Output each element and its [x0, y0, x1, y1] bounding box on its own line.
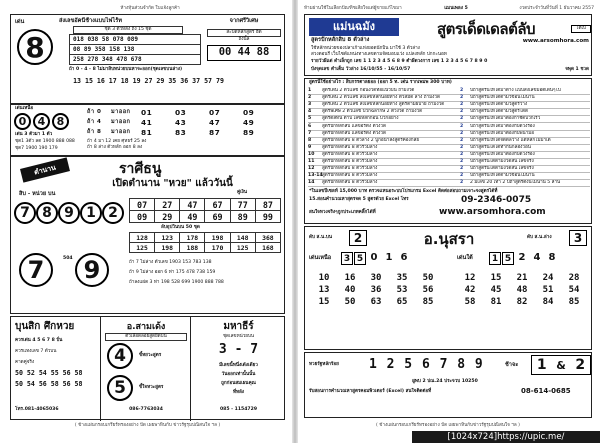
right-bottom-block	[304, 352, 592, 418]
ribbon: ตำนาน	[20, 157, 70, 182]
arrow-rows	[129, 258, 284, 288]
row-a-line: 018 038 58 078 089	[69, 34, 201, 45]
grid-cell: 28	[568, 273, 580, 283]
nusara-title: อ.นุสรา	[423, 230, 475, 248]
nusara-left-grid	[311, 272, 443, 308]
formula-row: 14 สูตรปักหลักสิบ 8 ตัวรวมล่าง 2 2 มีเลข 20 เท่า 2 ปีถ้าสูตรดังนี้ไม่นาน 5 ล้าน	[308, 180, 590, 187]
formula-row: 5 สูตรตีลัทน์ ตำบ เลขหลักก่อน บวกอย่าง 2 ปีถ้าสูตรนี้ให้ได้มาต้องกำชัดบวกเร็ว	[308, 116, 590, 123]
grid-cell: 42	[464, 285, 476, 295]
formula-row: 11 สูตรปักหลักสิบ 8 ตัวรวมล่าง 2 ปีถ้าสูตรนี้ได้ตามงวดสิ้น เลขจริง	[308, 159, 590, 166]
logo-text: แม่นฉมัง	[309, 18, 399, 36]
formula-block	[304, 78, 592, 224]
formula-row: 8 สูตรปักหลักสิบ 8 ตัวล่าง 2 บูกอนำลังสูตรค่องกลัย 2 ปีถ้าสูตรนี้ให้ได้จิตตลว่าง แต่หลักไม่มาเต	[308, 138, 590, 145]
consult-line: รับสอนการคำนวณหาสูตรคอมพิวเตอร์ (Excel) สนใจติดต่อที่	[309, 389, 432, 394]
grid-cell: 63	[370, 297, 382, 307]
jakr-sub: สะบดหลักสูตร ฮิต	[207, 29, 281, 37]
sub-right-label: เด่นใต้	[457, 255, 473, 261]
left-header: ห้างหุ้นส่วนจำกัด ใบแจ้งลูกค้า	[120, 6, 180, 11]
web-line: สนใจหวงจริงๆกูกประเภทคลิ๊กได้ที่	[309, 210, 376, 215]
col2-sub3: ขี้ใจหวะสูตร	[139, 385, 164, 390]
grid-cell: 50	[422, 273, 434, 283]
big-nine-circle: 9	[75, 253, 109, 287]
grid-cell: 12	[464, 273, 476, 283]
pair-box: 1 & 2	[531, 355, 591, 375]
sub-left-label: เด่นเหนือ	[309, 255, 332, 261]
rasi-circle: 9	[58, 202, 80, 224]
consult-phone: 08-614-0685	[521, 387, 571, 395]
col-bunsik	[11, 317, 101, 421]
formula-row: 1 สูตรเด่น 2 ตัวแลข้ ก่อนงวดทื้อแน้วบน ถ้ามีงวด 2 ปีถ้าสูตรนี้ให้ได้มาต่าง แบบส่งเลขมอต์เด่นๆโป	[308, 88, 590, 95]
grid-cell: 15	[318, 297, 330, 307]
mid-line: ถ้า 0 มาออก 01 03 07 09	[87, 107, 255, 117]
grid-cell: 16	[344, 273, 356, 283]
arrow-row: ถ้า 9 ไม่ล่าง ออก 6 ท่า 175 478 738 159	[129, 270, 216, 275]
phone-big: 09-2346-0075	[461, 195, 532, 205]
grid-cell: 58	[464, 297, 476, 307]
right-header-right: งวดประจำวันที่วันที่ 1 ธันวาคม 2557	[519, 6, 594, 11]
row-a-sub: ชุด 3 ตัวหลัง ถึง 15 ชุด	[73, 26, 183, 34]
mid-lines	[87, 107, 282, 151]
rasi-banner: เปิดตำนาน "หวย" แล้ววันนี้	[112, 178, 233, 189]
right-box: 3	[569, 230, 587, 246]
excel-line: *ในเลขปีเซลท์ 15,000 บาท ตรวจแหนอระบบโปรแกรม Excel ติดต่อสอบถามเจาะจงสูตรได้ที่	[309, 189, 498, 194]
formula-row: 9 สูตรปักหลักสิบ 8 ตัวรวมล่าง 2 ปีถ้าสูตรนี้ได้ได้ทำกันกลอังวอน	[308, 145, 590, 152]
top-note: ถ้า 0 - 4 - 8 ไม่มาสิบหน่วยบนหาจะออก(ชุดเลขบนล่าง)	[69, 67, 183, 72]
bottom-digits: 1 2 5 6 7 8 9	[369, 357, 484, 372]
formula-row: 4 สูตรพิเศษ 2 ตัวแลข้ บวกฉลากษ 2 ตัวงวด ถ้ามีงวด 2 ปีถ้าสูตรนี้ให้ได้ตามว์สูตรไต่ต	[308, 109, 590, 116]
col2-sub2: ขี้หยวะสูตร	[139, 353, 162, 358]
col2-sub1: ตัวเลือดลอยสูตยึดบน	[105, 333, 187, 341]
grid-cell: 53	[396, 285, 408, 295]
grid-cell: 48	[516, 285, 528, 295]
stat-line-2: บังจุดเลข ตำเต็ม วัวล่าง 16/10/55 - 16/10/57	[311, 67, 411, 72]
mid-extra-line: ชุด1 3ตัว ลต 1900 888 088	[15, 139, 75, 144]
left-footer: ( ข้างแผ่นกรอบเกรียร์ทรองอย่าง ปัด เผยพาหินกับ ข่าวรัฐรุมปณิสนใจ ฯล )	[74, 423, 221, 428]
grid-cell: 15	[490, 273, 502, 283]
rasi-subhead: สิบ - หน่วย บน	[19, 191, 56, 197]
col3-phone: 085 - 1154729	[219, 407, 258, 412]
grid-row	[457, 284, 589, 296]
rasi-circle: 8	[36, 202, 58, 224]
grid-cell: 65	[396, 297, 408, 307]
grid2-label: ลับอุปวินบน 50 ชุด	[161, 225, 200, 230]
right-box-label: ดับ ส.น.ล่าง	[527, 235, 552, 240]
grid-cell: 85	[422, 297, 434, 307]
watermark-bar: [1024x724]https://upic.me/	[412, 431, 600, 443]
side-label: 504	[63, 256, 73, 261]
big-eight-circle: 8	[17, 29, 53, 65]
row-a-title: ส่งเลขอัคนีช้างแบบไฟไร้ท	[59, 18, 122, 24]
grid-cell: 50	[344, 297, 356, 307]
grid-cell: 30	[370, 273, 382, 283]
right-header-left: ห้ามผ่านใช้ในเลือกปัณฑิชเสียใจแต่ผู้ขายแก้ไขมา	[304, 6, 402, 11]
rasi-title: ราศีธนู	[119, 161, 162, 177]
mid-note: ถ้า 8 ล่าง ตัวหลัก ออก 8 ลง	[87, 145, 143, 150]
grid-cell: 24	[542, 273, 554, 283]
mid-line: ถ้า 4 มาออก 41 43 47 49	[87, 117, 255, 127]
col-samdeng	[101, 317, 191, 421]
title-block	[304, 14, 592, 76]
grid-row	[311, 284, 443, 296]
jakr-number: 00 44 88	[207, 45, 281, 61]
col2-digit-circle: 5	[107, 375, 133, 401]
formula-row: 12 สูตรปักหลักสิบ 8 ตัวรวมล่าง 2 ปีถ้าสูตรนี้ได้ตามงวดสิ้น เลขจริง	[308, 166, 590, 173]
grid-cell: 51	[542, 285, 554, 295]
top-block	[10, 14, 285, 104]
formula-rows	[308, 88, 590, 187]
big-seven-circle: 7	[19, 253, 53, 287]
grid-cell: 21	[516, 273, 528, 283]
formula-row: 2 สูตรเด่น 2 ตัวแลข้ ส่งเลขหลักนอยท่าง ตัวสมัด ล่าง ถ้ามีงวด 2 ปีถ้าสูตรนี้ให้ได้ตามว์ข้อนี้ไม่นาน	[308, 95, 590, 102]
formula-row: 6 สูตรปักหลักสิบ แลขอรีดัง ตัวงวด 2 ปีถ้าสูตรนี้ให้ได้มาต้องกับดวงรอง	[308, 123, 590, 130]
mid-circle: 8	[52, 113, 69, 130]
grid-cell: 54	[568, 285, 580, 295]
formula-row: 13-14 สูตรปักหลักสิบ 8 ตัวรวมล่าง 2 ปีถ้าสูตรนี้ให้ได้ตามว์ข้อนี้ไม่นาน	[308, 173, 590, 180]
trace-label: คู่เงิน	[237, 190, 248, 195]
rasi-circle: 2	[102, 202, 124, 224]
grid-row	[457, 272, 589, 284]
col3-title: มหาธีร์	[223, 321, 254, 332]
sub-right-digits: 1 5 2 4 8	[489, 252, 559, 265]
grid-cell: 40	[344, 285, 356, 295]
arrow-row: ถ้า 7 ไม่ล่าง ตัวเลข 1903 153 783 138	[129, 260, 212, 265]
grid-cell: 81	[490, 297, 502, 307]
right-page	[300, 4, 596, 432]
rasi-grid-2: 128 123 178 198 148 368 125 198 188 170 125 168	[129, 232, 281, 253]
grid-cell: 10	[318, 273, 330, 283]
row-a-line: 258 278 348 478 678	[69, 55, 201, 65]
mid-extra-line-2: ชุด7 1900 190 179	[15, 146, 58, 151]
col2-digit-circle: 4	[107, 343, 133, 369]
bottom-label: หวยรัฐหลักร้อย	[309, 362, 339, 367]
promo-line: ใช้หลักหน่วยของปลาเก้าแห่งยอดนักบิน มาใช้ 3 ตัวล่าง	[311, 46, 420, 51]
col1-lines: ควรเด่น 4 5 6 7 8 ปั่น ควรแทงเลข 7 ตัวบน คาดคู่จริง 50 52 54 55 56 58 50 54 56 58 56 58	[15, 338, 83, 388]
mid-ten-label: เด่นเหนือ	[15, 106, 34, 111]
numbers-row: 13 15 16 17 18 19 27 29 35 36 37 57 79	[73, 77, 224, 85]
grid-cell: 36	[370, 285, 382, 295]
web-url: www.arsomhora.com	[439, 207, 546, 217]
mid-note: ถ้า 4 มา 12 เคย ศุหธร์ 25 ลง	[87, 139, 147, 144]
formula-row: 3 สูตรเด่น 2 ตัวแลข้ ส่งเลขหลักนอยท่าง สูตรตามผบาย ถ้ามีงวด 2 ปีถ้าสูตรนี้ให้ได้ตามว์สูตรว่าง	[308, 102, 590, 109]
left-box-label: ดับ ส.น.บน	[309, 235, 332, 240]
formula-row: 10 สูตรปักหลักสิบ 8 ตัวรวมล่าง 2 ปีถ้าสูตรนี้ให้ได้มาต้องกับดวงรอง	[308, 152, 590, 159]
mid-circle: 0	[14, 113, 31, 130]
col3-num: 3 - 7	[218, 342, 259, 357]
promo-line: สวงตอนรี เว็บไซด์แหน่งทางเลขตามจัดมอบแว่ง แปลงหลัก ปกกะนอท	[311, 52, 447, 57]
website-top: www.arsomhora.com	[522, 38, 589, 44]
left-page	[4, 4, 291, 432]
mid-block	[10, 104, 285, 156]
nusara-block	[304, 226, 592, 350]
col3-lines: มีเลขนี้หนึ่งเด้งเดียว วันออกเท่านั้นนั้น ถูกก่อนสมเผนคุณ ที่หลัง	[219, 363, 258, 395]
tail-label: ช้าจะ	[505, 362, 519, 368]
jakr-label: จากศรีวิเศษ	[229, 18, 259, 24]
rasi-circle: 1	[80, 202, 102, 224]
grid-cell: 84	[542, 297, 554, 307]
excel-sub: 15.สอนคำนวณหาสุตรจด 5 สูตรด้วย Excel โทร	[309, 197, 409, 202]
formula-row: 7 สูตรปักหลักสิบ แลขอรีดัง ตัวงวด 2 ปีถ้าสูตรนี้ให้ได้มาต้องกับพนามอ	[308, 131, 590, 138]
mid-ten-line: เด่น 3 ตัวมา 1 ตัว	[15, 132, 53, 137]
col1-title: บุนสิก ศึกหวย	[15, 321, 75, 332]
grid-cell: 85	[568, 297, 580, 307]
grid-row	[311, 296, 443, 308]
right-header-mid: แมนเพลง 5	[444, 6, 468, 11]
rasi-grid: 07 27 47 67 77 87 09 29 49 69 89 99	[129, 198, 281, 223]
col-mahathir	[191, 317, 286, 421]
grid-cell: 56	[422, 285, 434, 295]
ten-label: เด่น	[15, 19, 25, 25]
right-title: สูตรเด็ดเดลต์ลับ	[436, 20, 536, 38]
grid-cell: 82	[516, 297, 528, 307]
grid-cell: 35	[396, 273, 408, 283]
left-box: 2	[349, 230, 367, 246]
jakr-sub2: ถึงนี้ล	[238, 37, 250, 42]
title-badge: โต้เบ	[571, 25, 591, 33]
grid-row	[311, 272, 443, 284]
grid-row	[457, 296, 589, 308]
row-a-table	[69, 34, 201, 65]
mid-line: ถ้า 8 มาออก 81 83 87 89	[87, 127, 255, 137]
addr-line: ผูพบ 2 ปณ.24 ประจวบ 10250	[412, 379, 478, 384]
sub-left-digits: 3 5 0 1 6	[341, 252, 411, 265]
grid-cell: 13	[318, 285, 330, 295]
col2-phone: 086-7763034	[129, 407, 163, 412]
stat-line-1: รายวัวผีแด่ ดำเล็กถูก เลข 1 1 2 3 4 5 6 8 9 ตำผีดวงการ เลข 1 2 3 4 5 6 7 8 9 0	[311, 59, 488, 64]
col2-title: อ.สามเด้ง	[126, 322, 166, 332]
right-subtitle: สูตรปักหลักสิบ 8 ตัวล่าง	[311, 37, 370, 43]
page-gutter	[292, 0, 298, 443]
grid-cell: 45	[490, 285, 502, 295]
col3-sub: ชุดเลขหน่วยบน	[222, 334, 255, 339]
bottom-block	[10, 316, 285, 420]
formula-title: สูตรนี้ใช้อย่างไร : สิบกรรตาลยออ (ออก 5 ท. เด่น รากเพมพ 300 บาท)	[309, 80, 452, 85]
stat-tag: จพุด 1 ชวด	[565, 67, 589, 72]
mid-circle: 4	[33, 113, 50, 130]
row-a-line: 08 89 358 158 138	[69, 45, 201, 55]
nusara-right-grid	[457, 272, 589, 308]
rasi-circle: 7	[14, 202, 36, 224]
arrow-row: ถ้าลงแฝด 3 ท่า 198 528 699 1900 888 788	[129, 280, 224, 285]
rasi-block	[10, 156, 285, 314]
col1-phone: โทร.081-4065036	[15, 407, 59, 412]
right-footer: ( ข้างแผ่นกรอบเกรียร์ทรองอย่าง ปัด เผยพาหินกับข่าวรัฐรุมปณิสนใจ ฯล )	[376, 423, 520, 428]
